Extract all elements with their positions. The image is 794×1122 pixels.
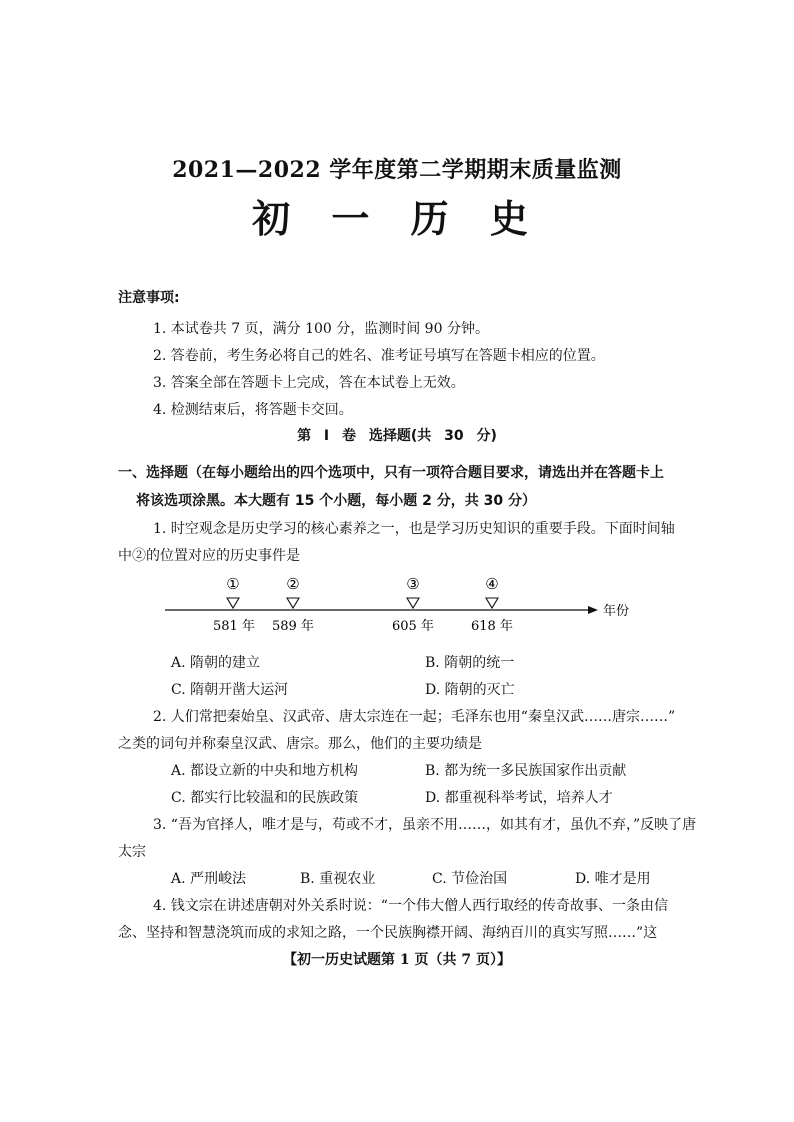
- timeline-marker: ③: [406, 575, 420, 593]
- option-b: B. 隋朝的统一: [425, 655, 515, 671]
- exam-title: 2021—2022 学年度第二学期期末质量监测: [172, 157, 622, 183]
- timeline-diagram: [160, 572, 640, 640]
- timeline-year: 589 年: [272, 619, 314, 634]
- option-d: D. 隋朝的灭亡: [425, 682, 515, 698]
- question-2-text: 之类的词句并称秦皇汉武、唐宗。那么，他们的主要功绩是: [118, 736, 482, 752]
- page-footer: 【初一历史试题第 1 页（共 7 页）】: [283, 952, 511, 968]
- down-triangle-icon: [287, 598, 299, 608]
- down-triangle-icon: [486, 598, 498, 608]
- timeline-marker: ④: [485, 575, 499, 593]
- note-item: 1. 本试卷共 7 页，满分 100 分，监测时间 90 分钟。: [153, 321, 489, 337]
- question-3-text: 太宗: [118, 844, 146, 860]
- timeline-marker: ②: [286, 575, 300, 593]
- down-triangle-icon: [407, 598, 419, 608]
- subject-title: 初 一 历 史: [252, 196, 542, 241]
- option-a: A. 都设立新的中央和地方机构: [171, 763, 359, 779]
- option-b: B. 都为统一多民族国家作出贡献: [425, 763, 627, 779]
- question-4-text: 4. 钱文宗在讲述唐朝对外关系时说：“一个伟大僧人西行取经的传奇故事、一条由信: [153, 898, 668, 914]
- option-c: C. 节俭治国: [432, 871, 508, 887]
- option-a: A. 严刑峻法: [171, 871, 247, 887]
- question-4-text: 念、坚持和智慧浇筑而成的求知之路，一个民族胸襟开阔、海纳百川的真实写照……”这: [118, 925, 658, 941]
- section-instruction: 一、选择题（在每小题给出的四个选项中，只有一项符合题目要求，请选出并在答题卡上: [118, 465, 664, 481]
- option-d: D. 唯才是用: [575, 871, 651, 887]
- option-b: B. 重视农业: [300, 871, 376, 887]
- note-item: 4. 检测结束后，将答题卡交回。: [153, 402, 353, 418]
- option-c: C. 隋朝开凿大运河: [171, 682, 289, 698]
- down-triangle-icon: [227, 598, 239, 608]
- timeline-year: 605 年: [392, 619, 434, 634]
- timeline-axis-label: 年份: [603, 604, 630, 619]
- timeline-year: 581 年: [213, 619, 255, 634]
- timeline-year: 618 年: [471, 619, 513, 634]
- section-instruction: 将该选项涂黑。本大题有 15 个小题，每小题 2 分，共 30 分）: [136, 493, 536, 509]
- option-d: D. 都重视科举考试，培养人才: [425, 790, 613, 806]
- section-title: 第 Ⅰ 卷 选择题(共 30 分): [297, 428, 497, 444]
- question-1-text: 1. 时空观念是历史学习的核心素养之一，也是学习历史知识的重要手段。下面时间轴: [153, 521, 675, 537]
- question-2-text: 2. 人们常把秦始皇、汉武帝、唐太宗连在一起；毛泽东也用“秦皇汉武……唐宗……”: [153, 709, 676, 725]
- note-item: 3. 答案全部在答题卡上完成，答在本试卷上无效。: [153, 375, 465, 391]
- option-a: A. 隋朝的建立: [171, 655, 261, 671]
- timeline-arrow: [588, 606, 598, 614]
- question-1-text: 中②的位置对应的历史事件是: [118, 548, 300, 564]
- note-item: 2. 答卷前，考生务必将自己的姓名、准考证号填写在答题卡相应的位置。: [153, 348, 605, 364]
- timeline-marker: ①: [226, 575, 240, 593]
- notes-heading: 注意事项:: [118, 290, 180, 306]
- option-c: C. 都实行比较温和的民族政策: [171, 790, 359, 806]
- question-3-text: 3. “吾为官择人，唯才是与，苟或不才，虽亲不用……，如其有才，虽仇不弃，”反映了唐: [153, 817, 697, 833]
